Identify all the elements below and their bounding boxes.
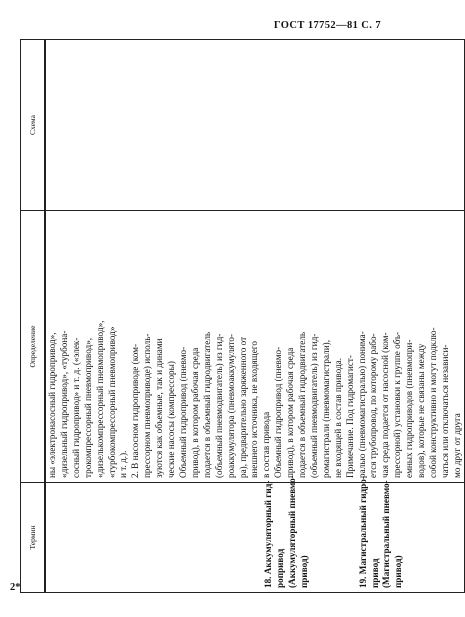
- table-row: [45, 40, 464, 593]
- definition-line: ромагистрали (пневмомагистрали),: [320, 340, 331, 478]
- definition-line: Объемный гидропривод (пневмо-: [273, 346, 284, 478]
- definition-line: «турбокомпрессорный пневмопривод»: [106, 326, 117, 478]
- term-19-line: 19. Магистральный гидро-: [357, 476, 368, 588]
- definition-line: «дизельный гидропривод», «турбона-: [58, 330, 69, 478]
- definition-line: сосный гидропривод» и т. д. («элек-: [70, 337, 81, 478]
- definition-line: чая среда подается от насосной (ком-: [380, 332, 391, 478]
- definition-line: ется трубопровод, по которому рабо-: [368, 333, 379, 478]
- page-number: 2*: [10, 582, 21, 593]
- definition-line: (объемный пневмодвигатель) из гид-: [213, 333, 224, 478]
- definition-line: емных гидроприводов (пневмопри-: [404, 339, 415, 478]
- term-19-line: привод: [369, 558, 380, 588]
- definition-cell: [45, 211, 464, 483]
- term-19-line: (Магистральный пневмо-: [381, 480, 392, 588]
- terms-table: [20, 39, 465, 593]
- column-header-scheme: Схема: [21, 40, 46, 211]
- definition-line: 2. В насосном гидроприводе (ком-: [130, 343, 141, 478]
- term-18-line: привод): [298, 555, 309, 588]
- term-18-line: (Аккумуляторный пневмо-: [286, 475, 297, 588]
- term-18-line: ропривод: [274, 548, 285, 588]
- definition-line: «дизелькомпрессорный пневмопривод»,: [94, 320, 105, 478]
- definition-line: подается в объемный гидродвигатель: [297, 331, 308, 478]
- term-19-line: привод): [393, 555, 404, 588]
- definition-line: роаккумулятора (пневмоаккумулято-: [225, 333, 236, 478]
- definition-line: привод), в котором рабочая среда: [285, 347, 296, 478]
- definition-line: привод), в котором рабочая среда: [189, 347, 200, 478]
- definition-line: Примечание. Под гидромагист-: [344, 355, 355, 478]
- definition-line: чаться или отключаться независи-: [439, 344, 450, 478]
- definition-line: трокомпрессорный пневмопривод»,: [82, 337, 93, 478]
- rotated-table-container: [20, 40, 462, 593]
- definition-lines: [46, 211, 464, 482]
- page-header: ГОСТ 17752—81 С. 7: [273, 20, 381, 31]
- definition-line: ралью (пневмомагистралью) понима-: [356, 331, 367, 478]
- definition-line: не входящей в состав привода.: [332, 357, 343, 478]
- definition-line: прессорном пневмоприводе) исполь-: [142, 333, 153, 478]
- definition-line: внешнего источника, не входящего: [249, 341, 260, 478]
- term-cell: [45, 475, 464, 593]
- scheme-cell: [45, 40, 464, 211]
- column-header-definition: Определение: [21, 211, 46, 483]
- term-18-line: 18. Аккумуляторный гид-: [263, 480, 273, 588]
- definition-line: мо друг от друга: [451, 413, 462, 478]
- definition-line: собой конструктивно и могут подклю-: [428, 327, 438, 478]
- definition-line: водов), которые не связаны между: [416, 343, 427, 478]
- definition-line: ны «электронасосный гидропривод»,: [47, 332, 57, 478]
- definition-line: в состав привода: [261, 411, 272, 478]
- column-header-term: Термин: [21, 483, 46, 593]
- definition-line: прессорной) установки к группе объ-: [392, 332, 403, 478]
- term-lines: [46, 475, 405, 592]
- definition-line: ческие насосы (компрессоры): [166, 361, 177, 478]
- definition-line: и т. д.).: [118, 450, 129, 478]
- definition-line: ра), предварительно заряженного от: [237, 336, 248, 478]
- definition-line: (объемный пневмодвигатель) из гид-: [308, 333, 319, 478]
- definition-line: подается в объемный гидродвигатель: [201, 331, 212, 478]
- definition-line: Объемный гидропривод (пневмо-: [177, 346, 188, 478]
- definition-line: зуются как объемные, так и динами: [154, 338, 165, 478]
